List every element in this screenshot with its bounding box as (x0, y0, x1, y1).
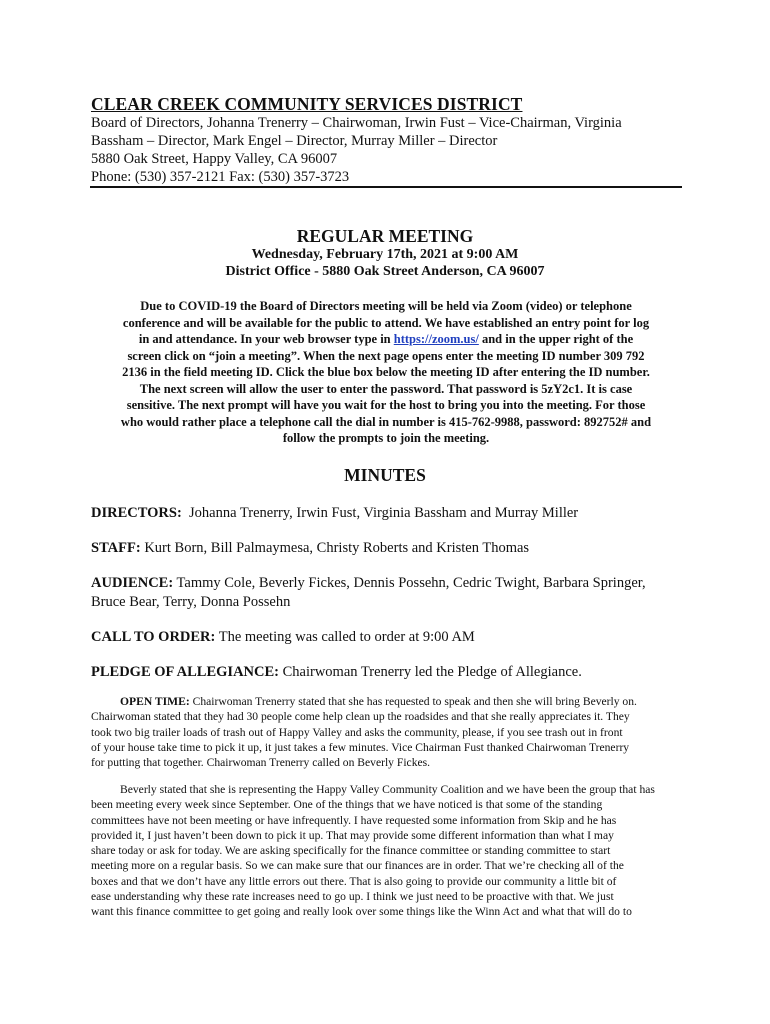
covid-notice-text: in and attendance. In your web browser type in (138, 332, 391, 346)
covid-notice-line: conference and will be available for the public to attend. We have established an entry point for log (122, 315, 650, 330)
minutes-title: MINUTES (344, 465, 426, 485)
directors-label: DIRECTORS: (91, 505, 182, 521)
paragraph-text: Chairwoman Trenerry stated that she has requested to speak and then she will bring Beverly on. (192, 695, 637, 708)
call-to-order-section (91, 628, 691, 647)
paragraph-line: took two big trailer loads of trash out of Happy Valley and asks the community, please, if you see trash out in front (91, 725, 623, 739)
covid-notice-line: follow the prompts to join the meeting. (282, 431, 490, 445)
audience-value: Tammy Cole, Beverly Fickes, Dennis Possehn, Cedric Twight, Barbara Springer, (176, 575, 646, 591)
paragraph-line: share today or ask for today. We are asking specifically for the finance committee or standing committee to start (91, 844, 611, 858)
phone-fax-line: Phone: (530) 357-2121 Fax: (530) 357-3723 (91, 169, 350, 185)
open-time-label: OPEN TIME: (120, 695, 190, 708)
audience-section (91, 574, 691, 612)
pledge-label: PLEDGE OF ALLEGIANCE: (91, 664, 279, 680)
meeting-location: District Office - 5880 Oak Street Anderson, CA 96007 (225, 264, 545, 279)
covid-notice-line: The next screen will allow the user to enter the password. That password is 5zY2c1. It is case (139, 381, 633, 396)
call-to-order-value: The meeting was called to order at 9:00 AM (218, 629, 475, 645)
paragraph-line: provided it, I just haven’t been down to pick it up. That may provide some different information than what I may (91, 828, 614, 842)
organization-name: CLEAR CREEK COMMUNITY SERVICES DISTRICT (91, 94, 523, 114)
audience-value-continued: Bruce Bear, Terry, Donna Possehn (91, 594, 291, 610)
covid-notice (82, 298, 690, 447)
header-divider (90, 186, 682, 188)
board-of-directors-line-2: Bassham – Director, Mark Engel – Director, Murray Miller – Director (91, 133, 498, 149)
directors-section (91, 504, 691, 523)
paragraph-line: been meeting every week since September. One of the things that we have noticed is that some of the standing (91, 798, 603, 812)
covid-notice-line: screen click on “join a meeting”. When the next page opens enter the meeting ID number 309 792 (127, 348, 645, 363)
address-line: 5880 Oak Street, Happy Valley, CA 96007 (91, 151, 338, 167)
beverly-paragraph (91, 782, 689, 920)
covid-notice-line: Due to COVID-19 the Board of Directors meeting will be held via Zoom (video) or telephone (140, 299, 632, 313)
pledge-value: Chairwoman Trenerry led the Pledge of Allegiance. (282, 664, 582, 680)
staff-value: Kurt Born, Bill Palmaymesa, Christy Roberts and Kristen Thomas (144, 540, 530, 556)
paragraph-line: meeting more on a regular basis. So we can make sure that our finances are in order. That we’re checking all of the (91, 859, 624, 873)
covid-notice-line (82, 331, 690, 348)
covid-notice-text: and in the upper right of the (481, 332, 634, 346)
covid-notice-line: who would rather place a telephone call the dial in number is 415-762-9988, password: 892752# and (120, 414, 652, 429)
board-of-directors-line-1: Board of Directors, Johanna Trenerry – Chairwoman, Irwin Fust – Vice-Chairman, Virginia (91, 115, 622, 131)
pledge-section (91, 663, 691, 682)
paragraph-line: Beverly stated that she is representing the Happy Valley Community Coalition and we have been the group that has (120, 783, 655, 796)
paragraph-line: ease understanding why these rate increases need to go up. I think we just need to be proactive with that. We just (91, 890, 614, 904)
audience-line (91, 574, 691, 593)
meeting-date: Wednesday, February 17th, 2021 at 9:00 AM (251, 247, 519, 262)
covid-notice-line: sensitive. The next prompt will have you wait for the host to bring you into the meeting. For those (126, 398, 646, 412)
paragraph-line: Chairwoman stated that they had 30 people come help clean up the roadsides and that she really appreciates it. They (91, 710, 630, 724)
covid-notice-line: 2136 in the field meeting ID. Click the blue box below the meeting ID after entering the ID number. (122, 365, 650, 379)
staff-section (91, 539, 691, 558)
paragraph-line (91, 694, 689, 709)
zoom-link[interactable]: https://zoom.us/ (393, 332, 479, 346)
paragraph-line: want this finance committee to get going and really look over some things like the Winn Act and what that will do to (91, 905, 632, 919)
paragraph-line: committees have not been meeting or have infrequently. I have requested some information from Skip and he has (91, 813, 617, 827)
staff-label: STAFF: (91, 540, 141, 556)
meeting-title: REGULAR MEETING (296, 226, 474, 246)
directors-value: Johanna Trenerry, Irwin Fust, Virginia Bassham and Murray Miller (189, 505, 579, 521)
call-to-order-label: CALL TO ORDER: (91, 629, 216, 645)
paragraph-line: of your house take time to pick it up, it just takes a few minutes. Vice Chairman Fust thanked Chairwoman Trenerry (91, 740, 630, 754)
open-time-paragraph (91, 694, 689, 770)
paragraph-line: boxes and that we don’t have any little errors out there. That is also going to provide our community a little bit of (91, 874, 617, 888)
paragraph-line: for putting that together. Chairwoman Trenerry called on Beverly Fickes. (91, 756, 431, 770)
audience-label: AUDIENCE: (91, 575, 174, 591)
